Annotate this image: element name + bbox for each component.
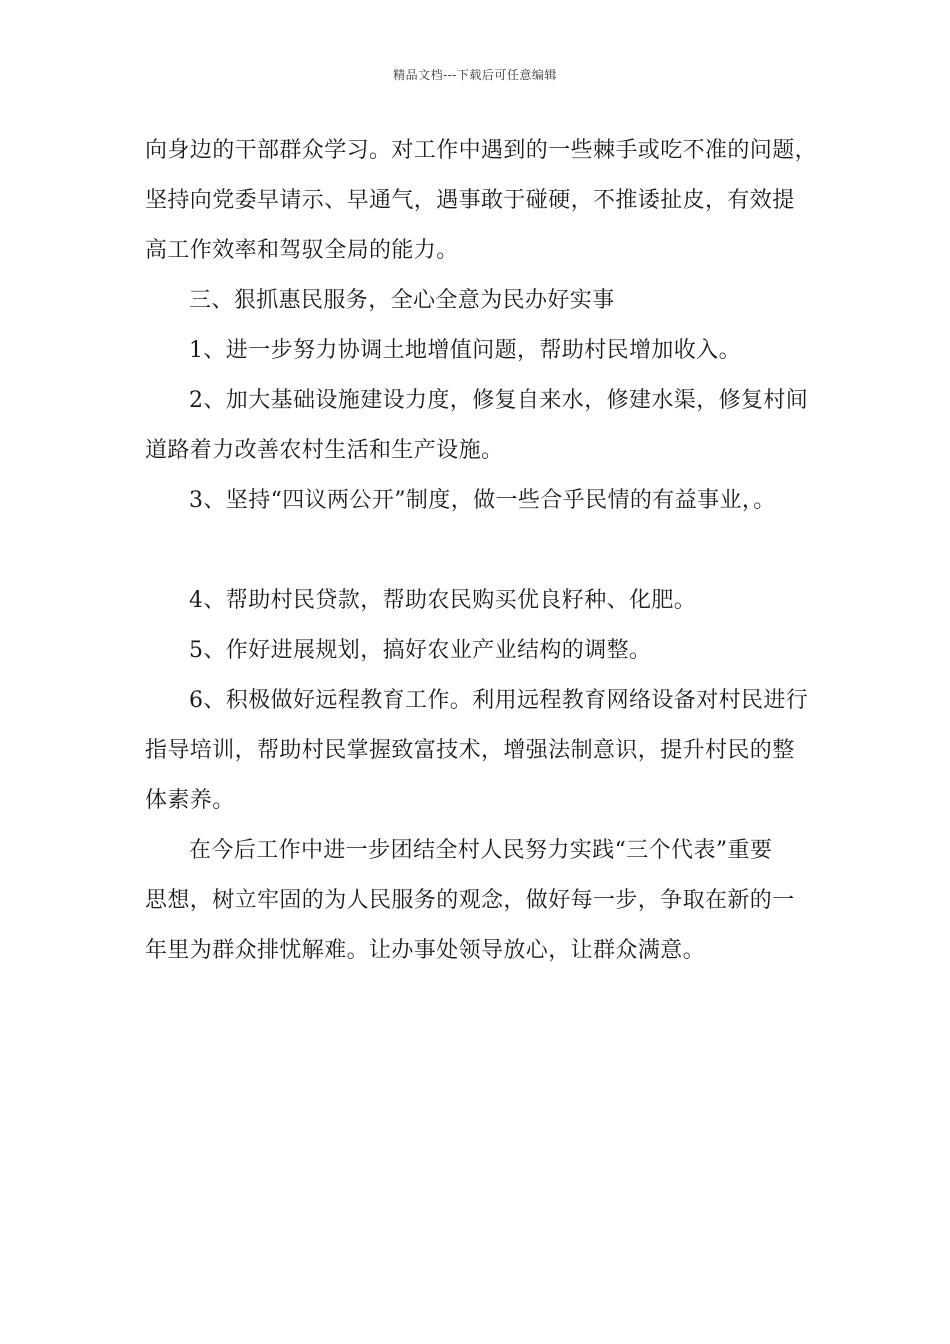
closing-paragraph: 在今后工作中进一步团结全村人民努力实践“三个代表”重要 bbox=[189, 838, 773, 863]
list-item: 2、加大基础设施建设力度，修复自来水，修建水渠，修复村间 bbox=[189, 388, 809, 413]
list-item: 3、坚持“四议两公开”制度，做一些合乎民情的有益事业，。 bbox=[189, 488, 776, 513]
text-line: 向身边的干部群众学习。对工作中遇到的一些棘手或吃不准的问题， bbox=[145, 138, 818, 163]
list-item: 4、帮助村民贷款，帮助农民购买优良籽种、化肥。 bbox=[189, 588, 697, 613]
document-body bbox=[145, 126, 818, 976]
section-heading: 三、狠抓惠民服务，全心全意为民办好实事 bbox=[189, 288, 615, 313]
text-line: 高工作效率和驾驭全局的能力。 bbox=[145, 238, 459, 263]
text-line: 体素养。 bbox=[145, 788, 235, 813]
list-item: 1、进一步努力协调土地增值问题，帮助村民增加收入。 bbox=[189, 338, 741, 363]
text-line: 指导培训，帮助村民掌握致富技术，增强法制意识，提升村民的整 bbox=[145, 738, 795, 763]
list-item: 6、积极做好远程教育工作。利用远程教育网络设备对村民进行 bbox=[189, 688, 809, 713]
list-item: 5、作好进展规划，搞好农业产业结构的调整。 bbox=[189, 638, 652, 663]
text-line: 思想，树立牢固的为人民服务的观念，做好每一步，争取在新的一 bbox=[145, 888, 795, 913]
blank-line bbox=[145, 526, 810, 576]
text-line: 年里为群众排忧解难。让办事处领导放心，让群众满意。 bbox=[145, 938, 706, 963]
text-line: 道路着力改善农村生活和生产设施。 bbox=[145, 438, 504, 463]
text-line: 坚持向党委早请示、早通气，遇事敢于碰硬，不推诿扯皮，有效提 bbox=[145, 188, 795, 213]
page-header: 精品文档---下载后可任意编辑 bbox=[393, 68, 557, 82]
